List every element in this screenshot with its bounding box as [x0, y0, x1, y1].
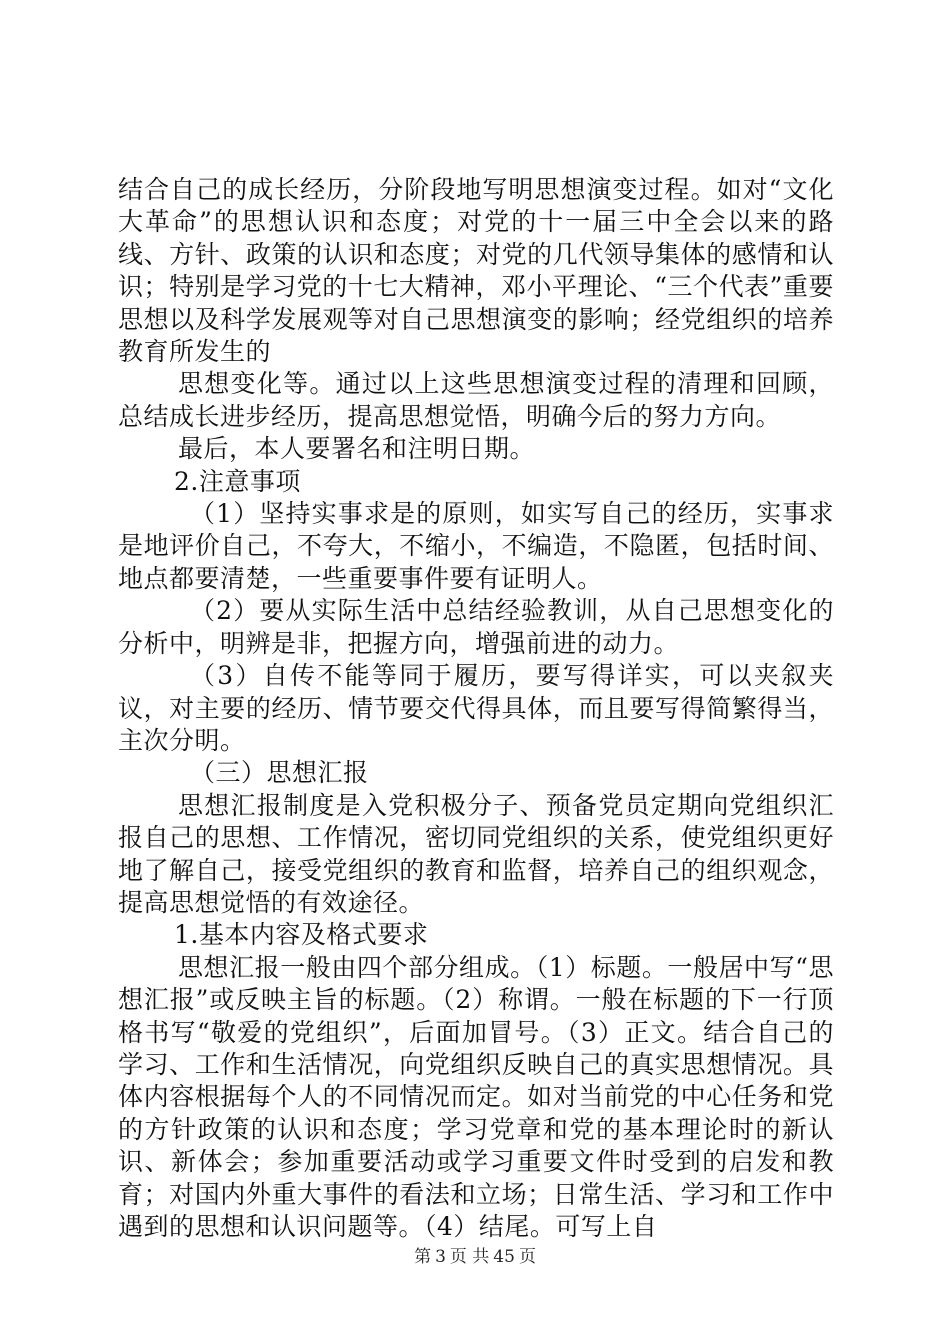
paragraph: 最后，本人要署名和注明日期。 — [178, 434, 536, 464]
paragraph: 结合自己的成长经历，分阶段地写明思想演变过程。如对“文化大革命”的思想认识和态度；对党的十一届三中全会以来的路线、方针、政策的认识和态度；对党的几代领导集体的感情和认识；特别是学习党的十七大精神，邓小平理论、“三个代表”重要思想以及科学发展观等对自己思想演变的影响；经党组织的培养教育所发生的 — [118, 175, 834, 367]
paragraph: （1）坚持实事求是的原则，如实写自己的经历，实事求是地评价自己，不夸大，不缩小，不编造，不隐匿，包括时间、地点都要清楚，一些重要事件要有证明人。 — [118, 499, 834, 593]
section-heading: 2.注意事项 — [174, 466, 301, 496]
page-footer — [0, 1242, 950, 1267]
page-suffix: 页 — [518, 1247, 536, 1267]
paragraph: （3）自传不能等同于履历，要写得详实，可以夹叙夹议，对主要的经历、情节要交代得具体，而且要写得简繁得当，主次分明。 — [118, 661, 834, 755]
section-heading: （三）思想汇报 — [190, 758, 369, 788]
document-body — [118, 174, 834, 1243]
page-number: 3 — [435, 1247, 446, 1267]
paragraph: （2）要从实际生活中总结经验教训，从自己思想变化的分析中，明辨是非，把握方向，增强前进的动力。 — [118, 596, 834, 658]
paragraph: 思想汇报一般由四个部分组成。（1）标题。一般居中写“思想汇报”或反映主旨的标题。（2）称谓。一般在标题的下一行顶格书写“敬爱的党组织”，后面加冒号。（3）正文。结合自己的学习、工作和生活情况，向党组织反映自己的真实思想情况。具体内容根据每个人的不同情况而定。如对当前党的中心任务和党的方针政策的认识和态度；学习党章和党的基本理论时的新认识、新体会；参加重要活动或学习重要文件时受到的启发和教育；对国内外重大事件的看法和立场；日常生活、学习和工作中遇到的思想和认识问题等。（4）结尾。可写上自 — [118, 952, 834, 1241]
paragraph: 思想变化等。通过以上这些思想演变过程的清理和回顾，总结成长进步经历，提高思想觉悟，明确今后的努力方向。 — [118, 369, 834, 431]
page-prefix: 第 — [414, 1247, 432, 1267]
paragraph: 思想汇报制度是入党积极分子、预备党员定期向党组织汇报自己的思想、工作情况，密切同党组织的关系，使党组织更好地了解自己，接受党组织的教育和监督，培养自己的组织观念，提高思想觉悟的有效途径。 — [118, 790, 834, 917]
page-mid: 页 共 — [449, 1247, 490, 1267]
section-heading: 1.基本内容及格式要求 — [174, 920, 429, 950]
page-total: 45 — [493, 1247, 515, 1267]
